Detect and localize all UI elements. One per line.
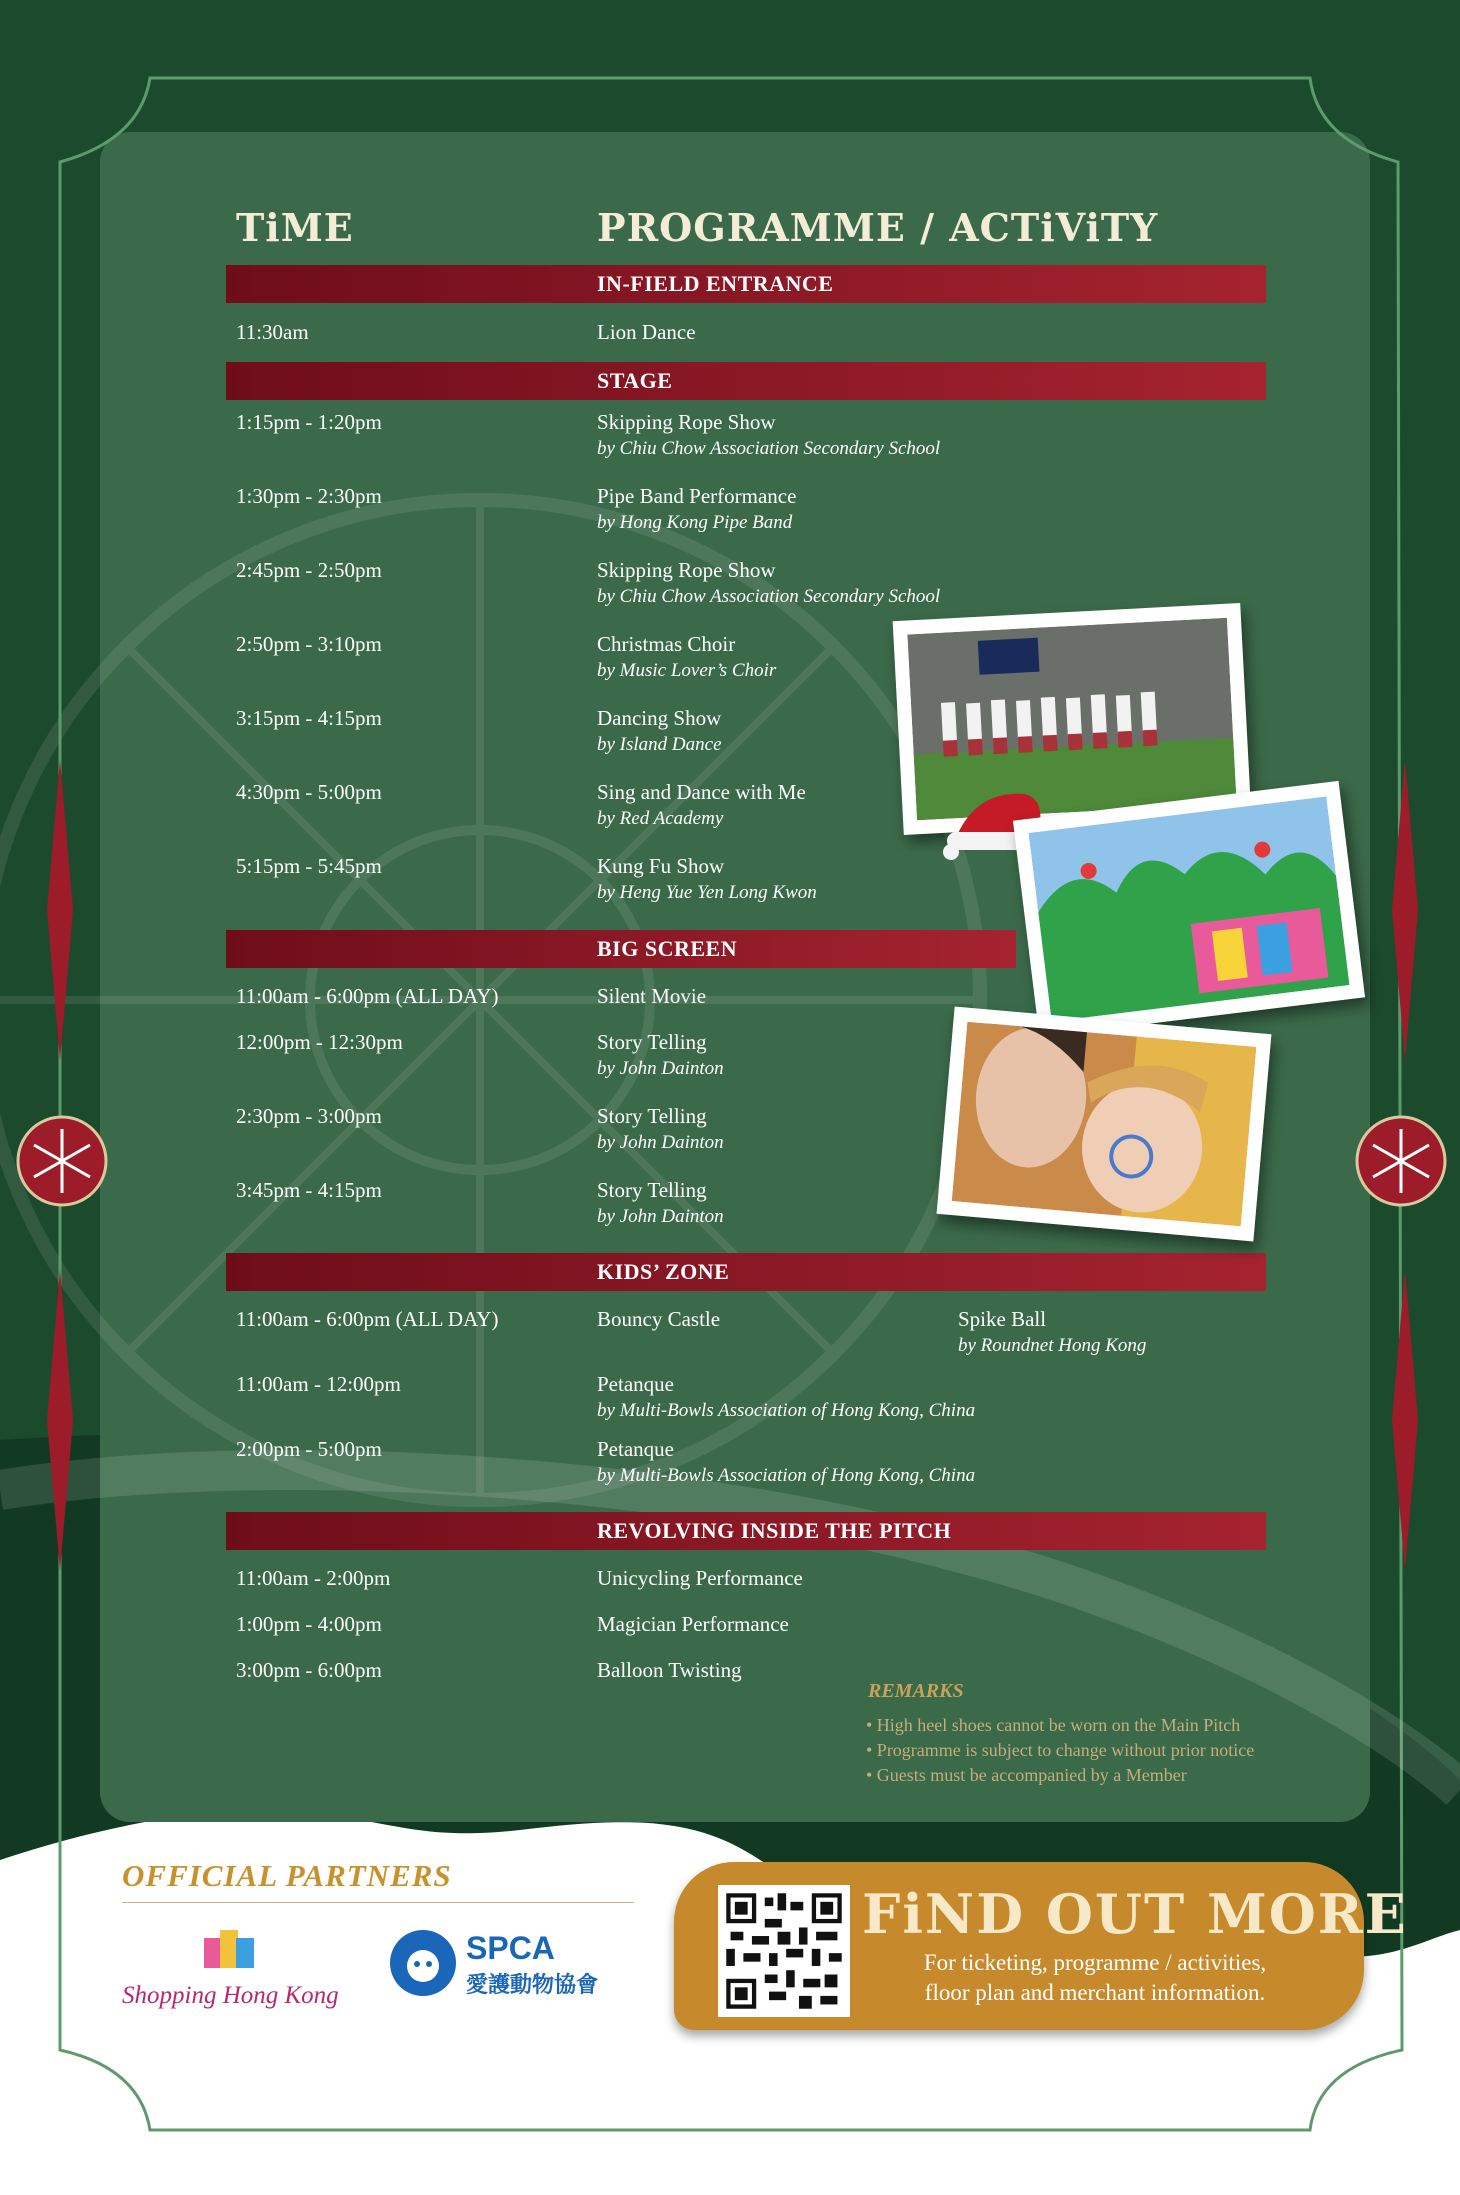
remark-item: • High heel shoes cannot be worn on the Main Pitch: [866, 1715, 1241, 1735]
find-out-more-text: For ticketing, programme / activities,: [923, 1950, 1267, 1975]
programme-header: PROGRAMME / ACTiViTY: [597, 205, 1159, 250]
remarks-title: REMARKS: [868, 1680, 964, 1702]
snowflake-icon: [16, 1115, 108, 1207]
photo-face-painting: [937, 1007, 1272, 1242]
official-partners-title: OFFICIAL PARTNERS: [122, 1858, 452, 1893]
time-header: TiME: [236, 205, 354, 250]
red-diamond-ornament-icon: [45, 1270, 75, 1570]
divider: [122, 1902, 634, 1903]
spca-pet-icon: [388, 1928, 458, 1998]
section-bar-stage: STAGE: [226, 362, 1266, 400]
shopping-bags-icon: [200, 1920, 260, 1976]
red-diamond-ornament-icon: [45, 760, 75, 1060]
find-out-more-text: floor plan and merchant information.: [924, 1980, 1266, 2005]
snowflake-icon: [1355, 1115, 1447, 1207]
find-out-more-title: FiND OUT MORE: [862, 1882, 1408, 1946]
red-diamond-ornament-icon: [1390, 1270, 1420, 1570]
red-diamond-ornament-icon: [1390, 760, 1420, 1060]
shopping-hong-kong-logo: Shopping Hong Kong: [122, 1920, 352, 2020]
spca-logo: SPCA 愛護動物協會: [388, 1928, 618, 1998]
section-bar-infield: IN-FIELD ENTRANCE: [226, 265, 1266, 303]
section-bar-bigscreen: BIG SCREEN: [226, 930, 1016, 968]
section-bar-revolving: REVOLVING INSIDE THE PITCH: [226, 1512, 1266, 1550]
remark-item: • Guests must be accompanied by a Member: [866, 1765, 1187, 1785]
remark-item: • Programme is subject to change without prior notice: [866, 1740, 1255, 1760]
photo-bouncy-castle: [1013, 781, 1365, 1037]
qr-code[interactable]: [718, 1885, 850, 2017]
section-bar-kids-zone: KIDS’ ZONE: [226, 1253, 1266, 1291]
